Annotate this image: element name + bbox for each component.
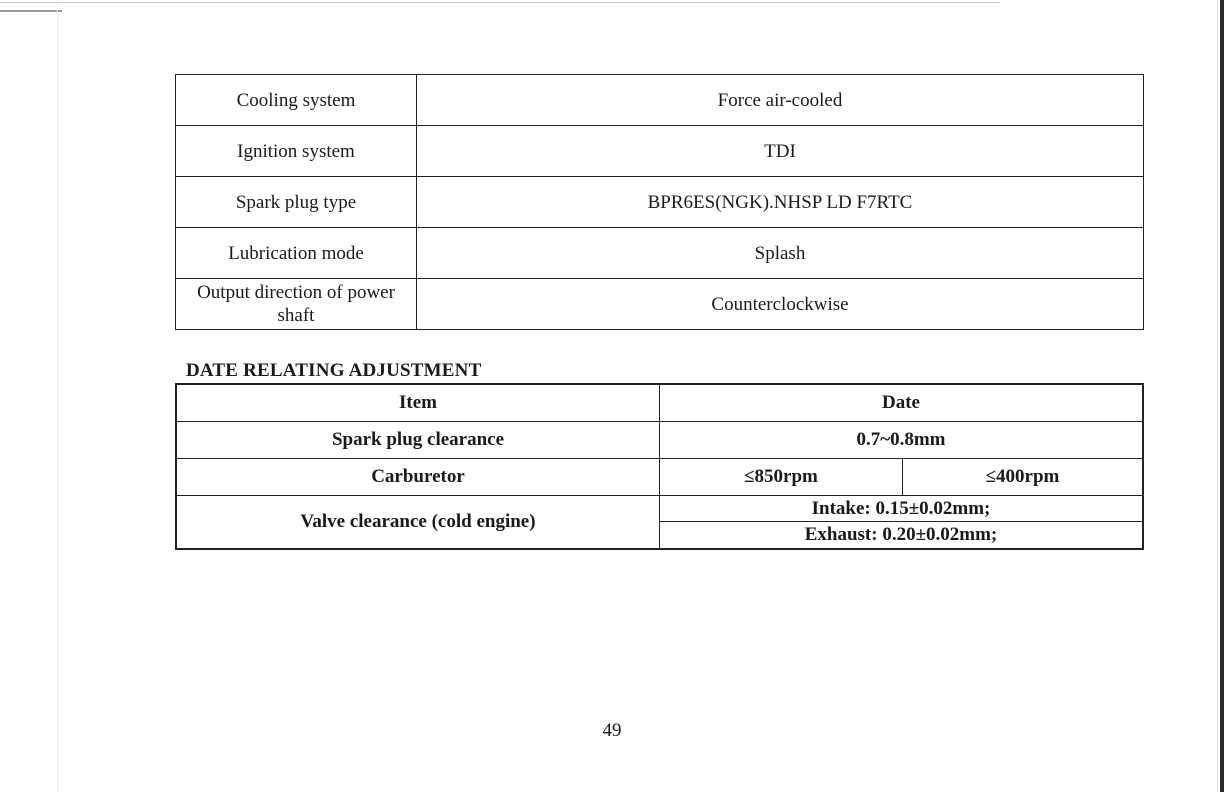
- adjust-value: 0.7~0.8mm: [660, 422, 1144, 459]
- spec-label: Spark plug type: [176, 177, 417, 228]
- adjust-value: ≤850rpm: [660, 459, 903, 496]
- table-header-row: [176, 384, 1143, 422]
- adjust-item: Valve clearance (cold engine): [176, 496, 660, 550]
- section-title: DATE RELATING ADJUSTMENT: [186, 360, 482, 381]
- spec-label: Ignition system: [176, 126, 417, 177]
- adjust-value-exhaust: Exhaust: 0.20±0.02mm;: [660, 522, 1144, 549]
- spec-label: Cooling system: [176, 75, 417, 126]
- scan-edge-right-faint: [1217, 0, 1218, 792]
- adjust-item: Spark plug clearance: [176, 422, 660, 459]
- scan-edge-right: [1220, 0, 1224, 792]
- scan-edge-top: [0, 2, 1000, 3]
- table-row: [176, 496, 1143, 522]
- column-header-item: Item: [176, 384, 660, 422]
- engine-spec-table: [175, 74, 1144, 330]
- spec-value: TDI: [417, 126, 1144, 177]
- adjust-value-intake: Intake: 0.15±0.02mm;: [660, 496, 1144, 522]
- table-row: [176, 177, 1144, 228]
- spec-value: BPR6ES(NGK).NHSP LD F7RTC: [417, 177, 1144, 228]
- column-header-date: Date: [660, 384, 1144, 422]
- table-row: [176, 279, 1144, 330]
- spec-value: Splash: [417, 228, 1144, 279]
- spec-label: Lubrication mode: [176, 228, 417, 279]
- page-number: 49: [602, 720, 622, 741]
- adjustment-table: [175, 383, 1144, 550]
- scan-edge-corner: [0, 0, 62, 12]
- table-row: [176, 75, 1144, 126]
- scan-edge-left: [57, 0, 58, 792]
- adjust-value: ≤400rpm: [903, 459, 1144, 496]
- spec-value: Counterclockwise: [417, 279, 1144, 330]
- adjust-item: Carburetor: [176, 459, 660, 496]
- table-row: [176, 459, 1143, 496]
- table-row: [176, 228, 1144, 279]
- table-row: [176, 422, 1143, 459]
- table-row: [176, 126, 1144, 177]
- spec-value: Force air-cooled: [417, 75, 1144, 126]
- spec-label: Output direction of power shaft: [176, 279, 417, 330]
